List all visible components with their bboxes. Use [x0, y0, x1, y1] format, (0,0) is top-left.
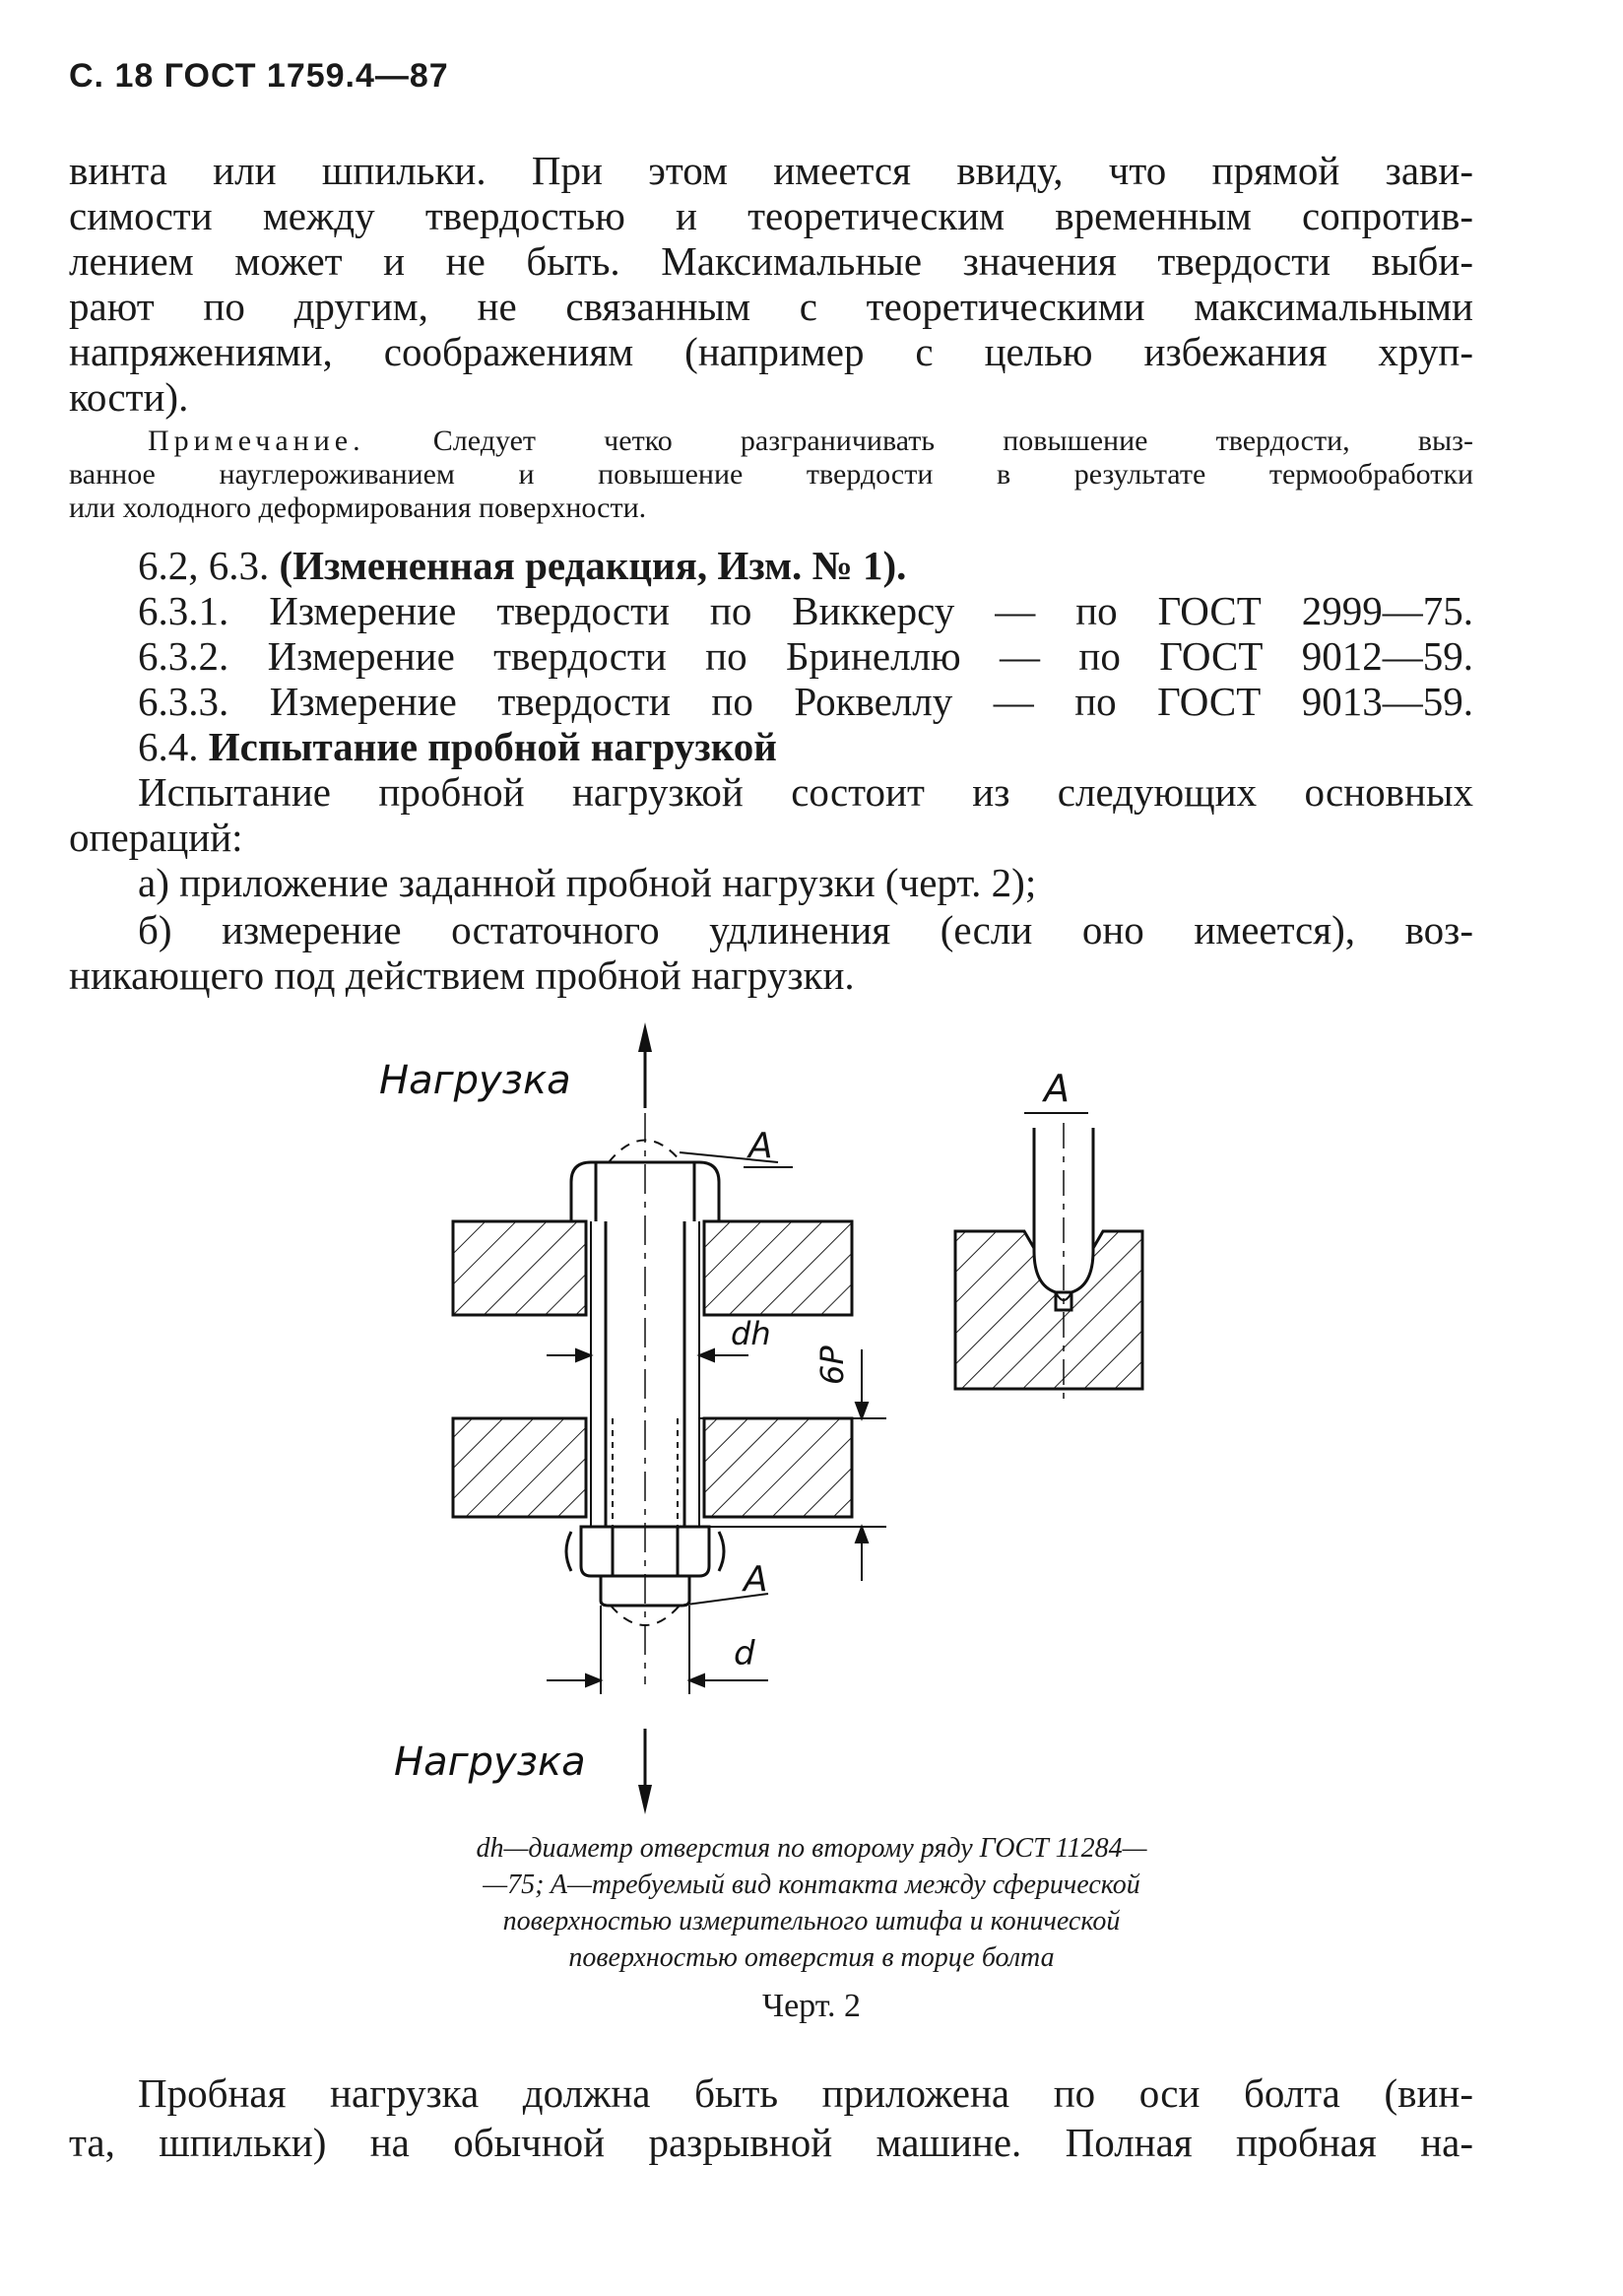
- note-label: Примечание.: [148, 425, 365, 457]
- text-line: рают по другим, не связанным с теоретическими максимальными: [69, 284, 1473, 329]
- detail-a-view: [955, 1123, 1142, 1399]
- note-block: [69, 425, 1473, 525]
- label-d: d: [734, 1634, 755, 1673]
- note-line: [69, 425, 1473, 458]
- note-text: Следует четко разграничивать повышение твердости, выз-: [432, 425, 1473, 457]
- dimension-dh: [547, 1349, 748, 1361]
- paragraph-hardness: [69, 148, 1473, 420]
- arrow-up-icon: [638, 1022, 652, 1108]
- load-label-bottom: Нагрузка: [394, 1739, 586, 1785]
- list-item-b-cont: никающего под действием пробной нагрузки.: [69, 952, 855, 998]
- label-6p: 6P: [813, 1345, 851, 1385]
- section-6-4: 6.4. Испытание пробной нагрузкой: [138, 724, 777, 769]
- label-a-top: A: [748, 1126, 773, 1166]
- section-6-3-2: 6.3.2. Измерение твердости по Бринеллю — по ГОСТ 9012—59.: [138, 633, 1473, 679]
- upper-plate-right: [704, 1221, 852, 1315]
- section-amendment: (Измененная редакция, Изм. № 1).: [279, 543, 907, 588]
- section-6-2: 6.2, 6.3. (Измененная редакция, Изм. № 1).: [138, 543, 907, 588]
- text-line: симости между твердостью и теоретическим временным сопротив-: [69, 193, 1473, 238]
- caption-line: поверхностью измерительного штифа и конической: [502, 1906, 1121, 1936]
- load-label-top: Нагрузка: [379, 1058, 571, 1103]
- detail-label-a: A: [1044, 1067, 1070, 1110]
- bolt-shank: [591, 1113, 699, 1684]
- text-line: кости).: [69, 374, 189, 420]
- note-line: ванное науглероживанием и повышение твердости в результате термообработки: [69, 458, 1473, 491]
- label-a-bottom: A: [744, 1559, 768, 1600]
- upper-plate-left: [453, 1221, 586, 1315]
- figure-number: Черт. 2: [761, 1988, 862, 2024]
- text-line: напряжениями, соображениям (например с целью избежания хруп-: [69, 329, 1473, 374]
- section-title: Испытание пробной нагрузкой: [208, 724, 777, 769]
- caption-line: —75; A—требуемый вид контакта между сферической: [483, 1870, 1140, 1900]
- caption-line: dh—диаметр отверстия по второму ряду ГОСТ 11284—: [476, 1833, 1147, 1864]
- lower-plate-left: [453, 1418, 586, 1517]
- list-item-b: б) измерение остаточного удлинения (если оно имеется), воз-: [138, 907, 1473, 952]
- intro-line: операций:: [69, 815, 243, 860]
- paragraph-load: [69, 2068, 1473, 2167]
- drawing-figure-2: [355, 1015, 1221, 1842]
- figure-caption: [0, 1830, 1623, 1976]
- text-line: винта или шпильки. При этом имеется ввиду, что прямой зави-: [69, 148, 1473, 193]
- note-line: или холодного деформирования поверхности.: [69, 492, 647, 524]
- lower-plate-right: [704, 1418, 852, 1517]
- text-line: лением может и не быть. Максимальные значения твердости выби-: [69, 238, 1473, 284]
- bolt-test-drawing: [355, 1015, 1221, 1842]
- page-header: С. 18 ГОСТ 1759.4—87: [69, 57, 449, 95]
- intro-line: Испытание пробной нагрузкой состоит из следующих основных: [138, 769, 1473, 815]
- section-6-3-1: 6.3.1. Измерение твердости по Виккерсу — по ГОСТ 2999—75.: [138, 588, 1473, 633]
- list-item-a: а) приложение заданной пробной нагрузки (черт. 2);: [138, 860, 1037, 905]
- caption-line: поверхностью отверстия в торце болта: [568, 1942, 1055, 1973]
- text-line: Пробная нагрузка должна быть приложена по оси болта (вин-: [138, 2070, 1473, 2116]
- section-6-3-3: 6.3.3. Измерение твердости по Роквеллу — по ГОСТ 9013—59.: [138, 679, 1473, 724]
- text-line: та, шпильки) на обычной разрывной машине. Полная пробная на-: [69, 2120, 1473, 2165]
- arrow-down-icon: [638, 1729, 652, 1814]
- label-dh: dh: [731, 1315, 771, 1352]
